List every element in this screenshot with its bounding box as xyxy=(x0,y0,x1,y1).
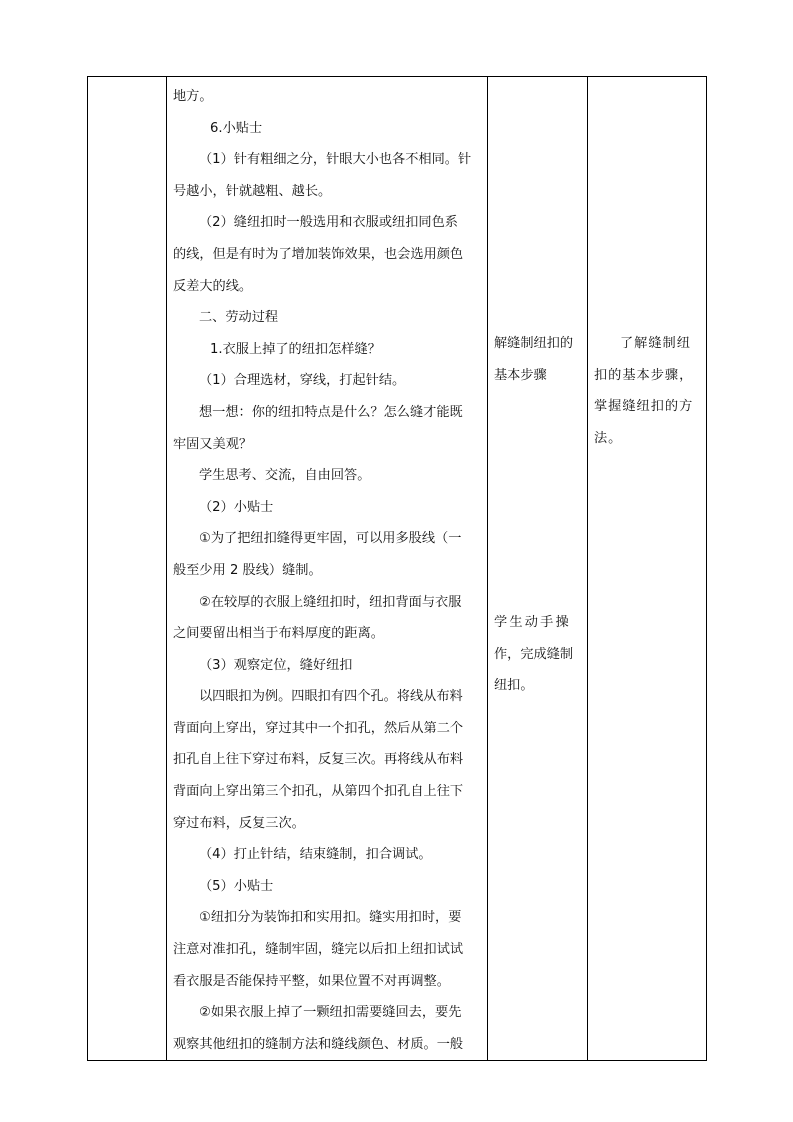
student-activity-cell xyxy=(488,77,588,1061)
text-line: 基本步骤 xyxy=(494,367,547,383)
text-line: 之间要留出相当于布料厚度的距离。 xyxy=(173,626,384,642)
text-line: 掌握缝纽扣的方 xyxy=(594,399,694,415)
text-line: 观察其他纽扣的缝制方法和缝线颜色、材质。一般 xyxy=(173,1036,464,1052)
text-line: （2）缝纽扣时一般选用和衣服或纽扣同色系 xyxy=(199,215,458,231)
text-line: 作，完成缝制 xyxy=(494,646,574,662)
text-line: 1.衣服上掉了的纽扣怎样缝？ xyxy=(210,341,381,357)
text-line: 解缝制纽扣的 xyxy=(494,336,574,351)
text-line: ②如果衣服上掉了一颗纽扣需要缝回去，要先 xyxy=(199,1005,462,1021)
text-line: 扣孔自上往下穿过布料，反复三次。再将线从布料 xyxy=(173,752,464,768)
teaching-process-cell xyxy=(167,77,488,1061)
text-line: 6.小贴士 xyxy=(210,120,263,136)
text-line: 扣的基本步骤， xyxy=(594,367,694,383)
text-line: （3）观察定位，缝好纽扣 xyxy=(199,657,353,673)
text-line: ①纽扣分为装饰扣和实用扣。缝实用扣时，要 xyxy=(199,910,462,926)
text-line: 看衣服是否能保持平整，如果位置不对再调整。 xyxy=(173,973,450,989)
text-line: 注意对准扣孔，缝制牢固，缝完以后扣上纽扣试试 xyxy=(173,942,464,958)
left-blank-cell xyxy=(88,77,167,1061)
lesson-plan-table xyxy=(87,76,707,1061)
text-line: 想一想：你的纽扣特点是什么？怎么缝才能既 xyxy=(199,404,463,420)
table-row xyxy=(88,77,707,1061)
text-line: （5）小贴士 xyxy=(199,878,274,894)
text-line: 反差大的线。 xyxy=(173,278,253,294)
text-line: （2）小贴士 xyxy=(199,499,274,515)
text-line: ①为了把纽扣缝得更牢固，可以用多股线（一 xyxy=(199,531,462,547)
text-line: （4）打止针结，结束缝制，扣合调试。 xyxy=(199,847,432,863)
text-line: 背面向上穿出第三个扣孔，从第四个扣孔自上往下 xyxy=(173,784,464,800)
text-line: 号越小，针就越粗、越长。 xyxy=(173,183,332,199)
text-line: 的线，但是有时为了增加装饰效果，也会选用颜色 xyxy=(173,246,464,262)
text-line: 背面向上穿出，穿过其中一个扣孔，然后从第二个 xyxy=(173,720,464,736)
text-line: 纽扣。 xyxy=(494,678,534,694)
text-line: 法。 xyxy=(594,430,623,446)
text-line: （1）合理选材，穿线，打起针结。 xyxy=(199,373,406,389)
text-line: 穿过布料，反复三次。 xyxy=(173,815,305,831)
section-heading: 二、劳动过程 xyxy=(199,310,279,326)
design-intent-cell xyxy=(588,77,707,1061)
text-line: ②在较厚的衣服上缝纽扣时，纽扣背面与衣服 xyxy=(199,594,462,610)
text-line: 学生动手操 xyxy=(494,615,571,631)
text-line: 牢固又美观？ xyxy=(173,436,253,452)
text-line: 了解缝制纽 xyxy=(620,336,691,351)
text-line: （1）针有粗细之分，针眼大小也各不相同。针 xyxy=(199,152,472,168)
text-line: 以四眼扣为例。四眼扣有四个孔。将线从布料 xyxy=(199,689,463,705)
text-line: 般至少用 2 股线）缝制。 xyxy=(173,562,322,578)
text-line: 地方。 xyxy=(173,89,213,104)
text-line: 学生思考、交流，自由回答。 xyxy=(199,468,371,484)
